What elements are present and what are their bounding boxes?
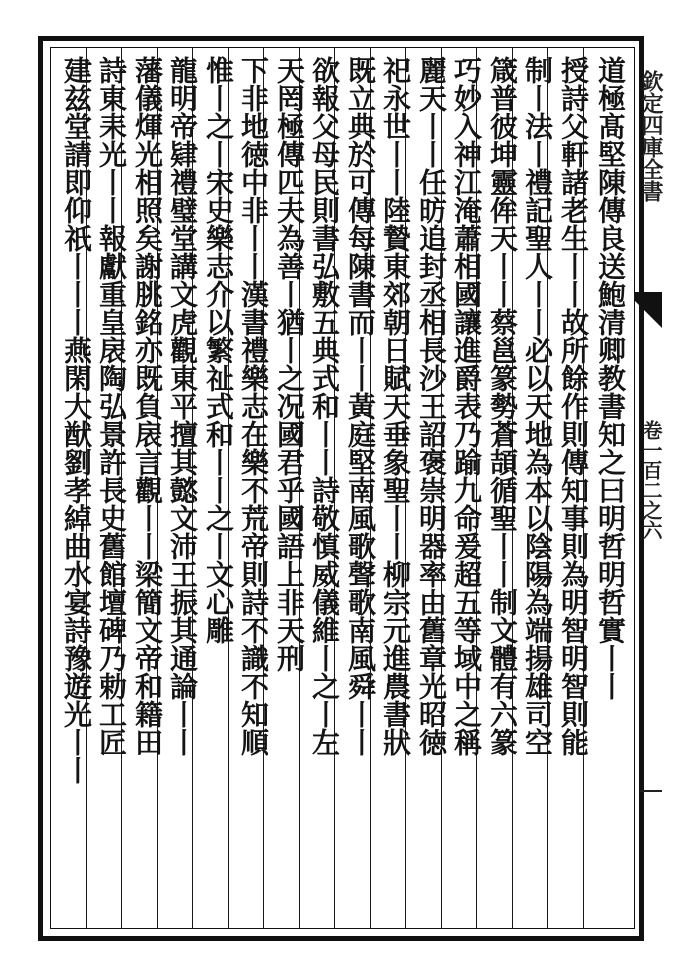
text-column-11: 下非地徳中非丨丨漢書禮樂志在樂不荒帝則詩不識不知順 xyxy=(237,56,270,756)
fish-tail-mark xyxy=(634,300,662,328)
text-column-9: 欲報父母民則書弘敷五典式和丨丨詩敬慎威儀維丨之丨左 xyxy=(308,56,341,756)
text-column-5: 巧妙入神江淹蕭相國讓進爵表乃踰九命爰超五等域中之稱 xyxy=(450,56,483,756)
text-column-12: 惟丨之丨宋史樂志介以繁祉式和丨丨之丨文心雕 xyxy=(202,56,235,644)
text-column-1: 道極髙堅陳傳良送鮑清卿教書知之曰明哲明哲實丨丨 xyxy=(594,56,627,700)
fish-tail-mark xyxy=(634,292,662,300)
text-column-14: 藩儀煇光相照矣謝朓銘亦既負扆言觀丨丨梁簡文帝和籍田 xyxy=(131,56,164,756)
text-column-8: 既立典於可傳每陳書而丨丨黃庭堅南風歌聲歌南風舜丨丨 xyxy=(344,56,377,756)
text-column-7: 祀永世丨丨陸贄東郊朝日賦天垂象聖丨丨柳宗元進農書狀 xyxy=(379,56,412,756)
text-column-15: 詩東耒光丨丨報獻重皇扆陶弘景許長史舊館壇碑乃勅工匠 xyxy=(95,56,128,756)
text-column-3: 制丨法丨禮記聖人丨丨必以天地為本以陰陽為端揚雄司空 xyxy=(521,56,554,756)
volume-label-margin: 卷一百二之六 xyxy=(639,420,663,540)
margin-tick xyxy=(640,790,662,792)
text-column-13: 龍明帝肄禮璧堂講文虎觀東平擅其懿文沛王振其通論丨丨 xyxy=(166,56,199,756)
text-column-10: 天罔極傳匹夫為善丨猶丨之况國君乎國語上非天刑 xyxy=(273,56,306,672)
text-column-6: 麗天丨丨任昉追封丞相長沙王詔褒崇明器率由舊章光昭徳 xyxy=(415,56,448,756)
text-column-4: 箴普彼坤靈侔天丨丨蔡邕篆勢蒼頡循聖丨丨制文體有六篆 xyxy=(486,56,519,756)
text-column-2: 授詩父軒諸老生丨丨故所餘作則傳知事則為明智明智則能 xyxy=(557,56,590,756)
text-column-16: 建兹堂請即仰祇丨丨丨燕閑大猷劉孝綽曲水宴詩豫遊光丨丨 xyxy=(60,56,93,784)
book-title-margin: 欽定四庫全書 xyxy=(638,70,664,202)
